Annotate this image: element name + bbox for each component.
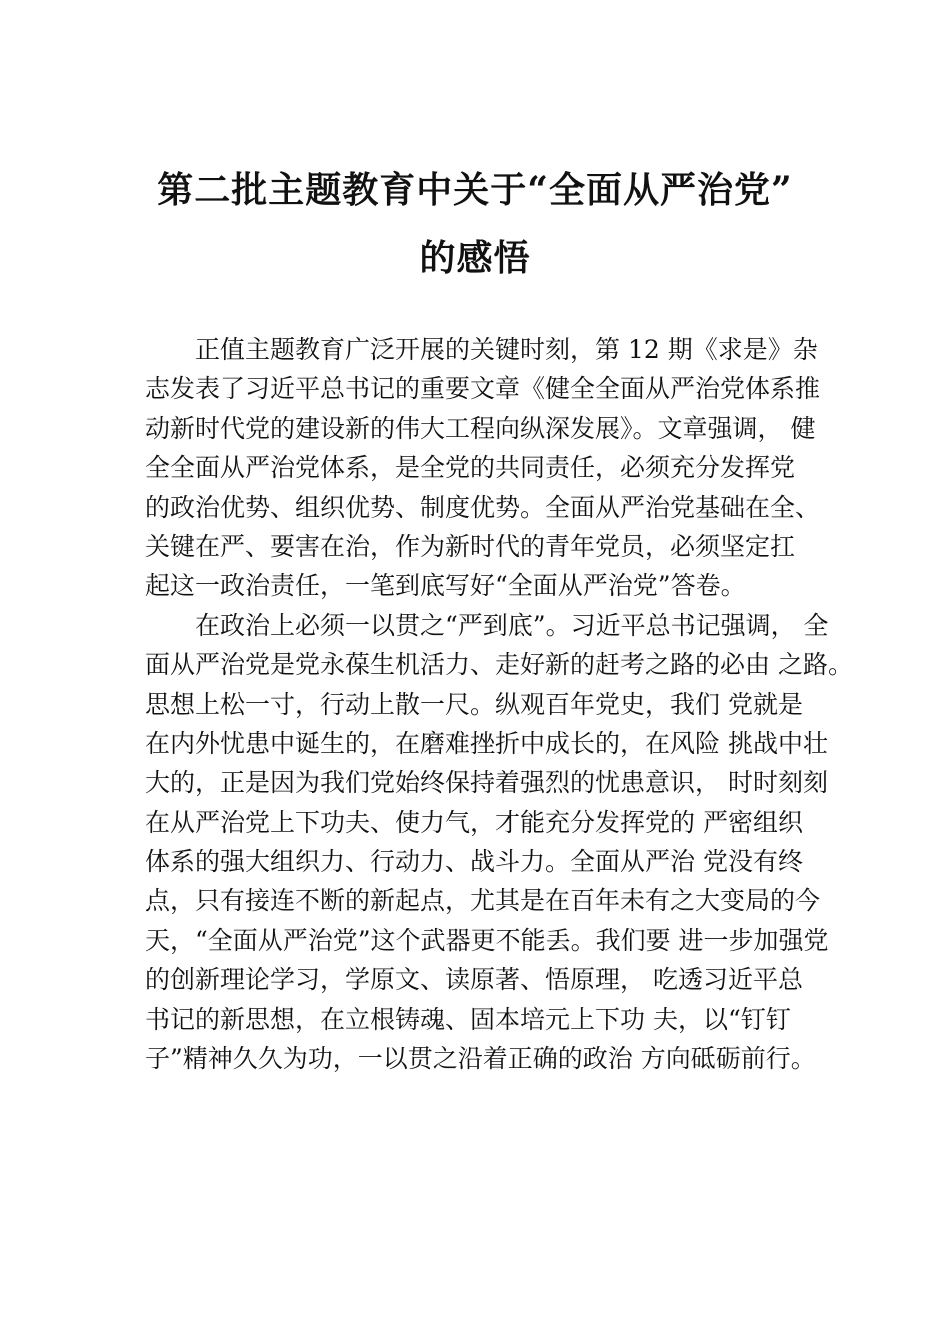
paragraph-line: 点，只有接连不断的新起点，尤其是在百年未有之大变局的今 bbox=[145, 886, 821, 916]
paragraph-line: 书记的新思想，在立根铸魂、固本培元上下功 夫，以“钉钉 bbox=[145, 1004, 791, 1034]
paragraph-line: 子”精神久久为功，一以贯之沿着正确的政治 方向砥砺前行。 bbox=[145, 1044, 816, 1074]
paragraph-line: 天，“全面从严治党”这个武器更不能丢。我们要 进一步加强党 bbox=[145, 925, 829, 955]
document-title-line-2: 的感悟 bbox=[419, 237, 531, 279]
paragraph-line: 在从严治党上下功夫、使力气，才能充分发挥党的 严密组织 bbox=[145, 807, 803, 837]
paragraph-line: 在内外忧患中诞生的，在磨难挫折中成长的，在风险 挑战中壮 bbox=[145, 728, 828, 758]
paragraph-line: 关键在严、要害在治，作为新时代的青年党员，必须坚定扛 bbox=[145, 531, 796, 561]
paragraph-line: 起这一政治责任，一笔到底写好“全面从严治党”答卷。 bbox=[145, 571, 746, 601]
paragraph-line: 思想上松一寸，行动上散一尺。纵观百年党史，我们 党就是 bbox=[145, 689, 803, 719]
paragraph-line: 的政治优势、组织优势、制度优势。全面从严治党基础在全、 bbox=[145, 492, 821, 522]
paragraph-1 bbox=[145, 330, 845, 606]
paragraph-2 bbox=[145, 606, 853, 1079]
document-title-line-1: 第二批主题教育中关于“全面从严治党” bbox=[157, 169, 793, 211]
paragraph-line: 在政治上必须一以贯之“严到底”。习近平总书记强调， 全 bbox=[195, 610, 829, 640]
paragraph-line: 面从严治党是党永葆生机活力、走好新的赶考之路的必由 之路。 bbox=[145, 650, 853, 680]
paragraph-line: 全全面从严治党体系，是全党的共同责任，必须充分发挥党 bbox=[145, 453, 796, 483]
paragraph-line: 志发表了习近平总书记的重要文章《健全全面从严治党体系推 bbox=[145, 374, 821, 404]
paragraph-line: 大的，正是因为我们党始终保持着强烈的忧患意识， 时时刻刻 bbox=[145, 768, 828, 798]
paragraph-line: 的创新理论学习，学原文、读原著、悟原理， 吃透习近平总 bbox=[145, 965, 803, 995]
paragraph-line: 体系的强大组织力、行动力、战斗力。全面从严治 党没有终 bbox=[145, 847, 803, 877]
paragraph-line: 正值主题教育广泛开展的关键时刻，第 12 期《求是》杂 bbox=[195, 335, 818, 364]
document-body bbox=[145, 330, 853, 1078]
paragraph-line: 动新时代党的建设新的伟大工程向纵深发展》。文章强调， 健 bbox=[145, 413, 816, 443]
